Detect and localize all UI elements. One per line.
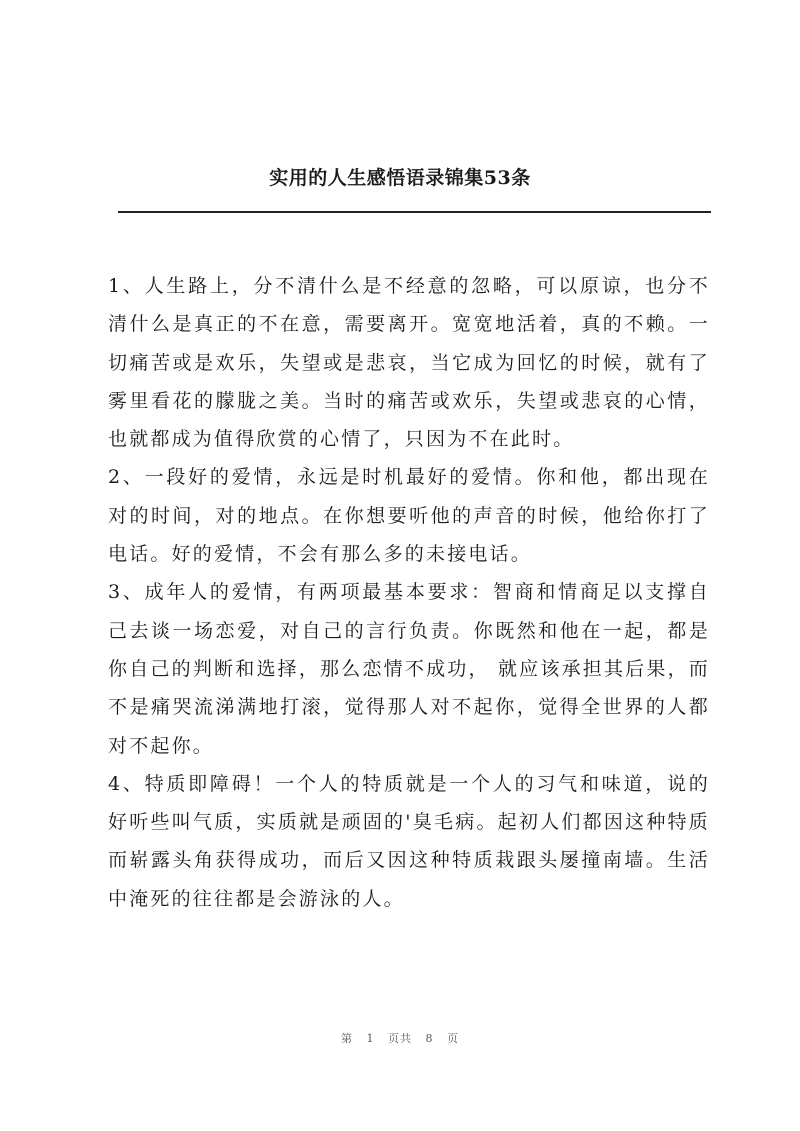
document-body xyxy=(108,267,710,918)
paragraph-1: 1、人生路上，分不清什么是不经意的忽略，可以原谅，也分不清什么是真正的不在意，需要离开。宽宽地活着，真的不赖。一切痛苦或是欢乐，失望或是悲哀，当它成为回忆的时候，就有了雾里看花的朦胧之美。当时的痛苦或欢乐，失望或悲哀的心情，也就都成为值得欣赏的心情了，只因为不在此时。 xyxy=(108,275,710,451)
paragraph-4: 4、特质即障碍！一个人的特质就是一个人的习气和味道，说的好听些叫气质，实质就是顽固的'臭毛病。起初人们都因这种特质而崭露头角获得成功，而后又因这种特质栽跟头屡撞南墙。生活中淹死的往往都是会游泳的人。 xyxy=(108,772,710,910)
page-number-footer: 第 1 页共 8 页 xyxy=(341,1032,459,1045)
paragraph-2: 2、一段好的爱情，永远是时机最好的爱情。你和他，都出现在对的时间，对的地点。在你想要听他的声音的时候，他给你打了电话。好的爱情，不会有那么多的未接电话。 xyxy=(108,466,710,566)
paragraph-3: 3、成年人的爱情，有两项最基本要求：智商和情商足以支撑自己去谈一场恋爱，对自己的言行负责。你既然和他在一起，都是你自己的判断和选择，那么恋情不成功， 就应该承担其后果，而不是痛哭流涕满地打滚，觉得那人对不起你，觉得全世界的人都对不起你。 xyxy=(108,581,710,757)
title-underline xyxy=(118,211,711,213)
page-title: 实用的人生感悟语录锦集53条 xyxy=(269,167,531,189)
